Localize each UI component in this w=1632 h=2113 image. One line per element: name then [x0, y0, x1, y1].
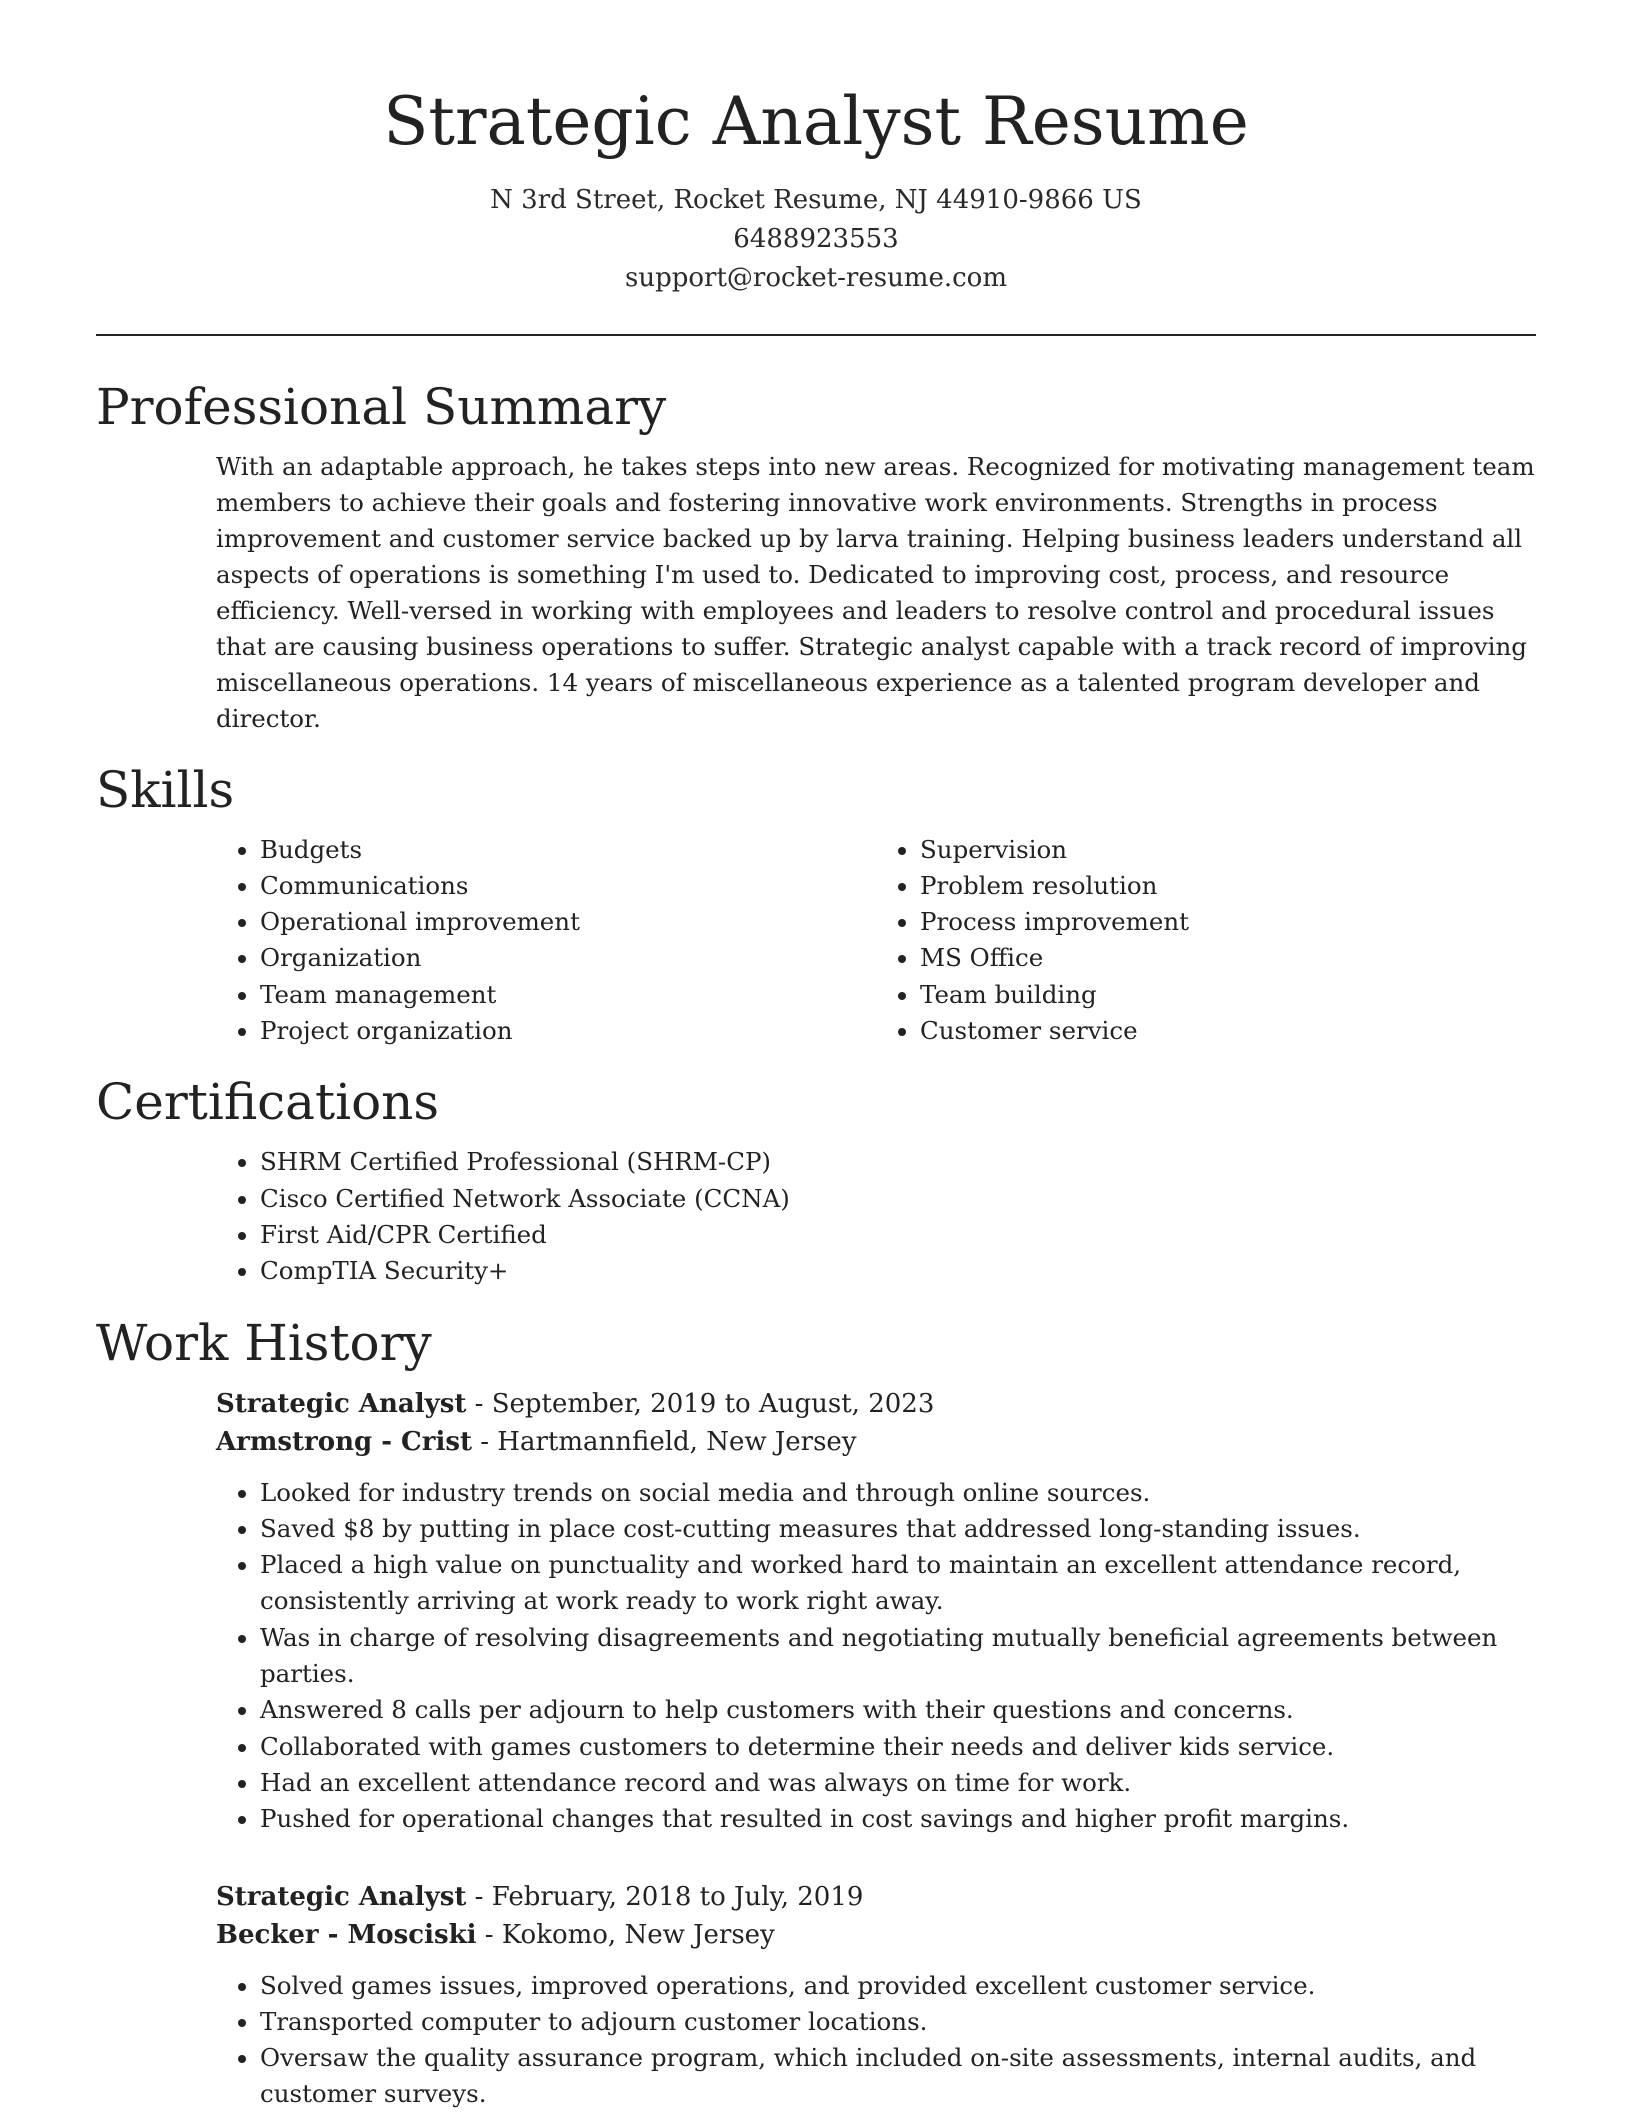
- skill-item: • Operational improvement: [260, 904, 876, 940]
- skills-section: [96, 760, 1536, 1050]
- skills-left-list: [216, 832, 876, 1050]
- resume-title: Strategic Analyst Resume: [383, 83, 1249, 160]
- certifications-list: [216, 1144, 1536, 1289]
- job-company-line: [216, 1916, 1536, 1954]
- job-bullet: • Transported computer to adjourn customer locations.: [260, 2004, 1536, 2040]
- job-bullet: • Answered 8 calls per adjourn to help customers with their questions and concerns.: [260, 1692, 1536, 1728]
- job-entry: [216, 1878, 1536, 2113]
- job-title-line: [216, 1878, 1536, 1916]
- skill-item: • Budgets: [260, 832, 876, 868]
- job-title: Strategic Analyst: [216, 1881, 467, 1912]
- certification-item: • CompTIA Security+: [260, 1253, 1536, 1289]
- job-dates: - September, 2019 to August, 2023: [474, 1388, 935, 1419]
- job-bullet: • Collaborated with games customers to determine their needs and deliver kids service.: [260, 1729, 1536, 1765]
- summary-heading: Professional Summary: [96, 377, 667, 436]
- phone: 6488923553: [733, 223, 899, 254]
- job-bullets: [216, 1968, 1536, 2113]
- skill-item: • Customer service: [920, 1013, 1536, 1049]
- skill-item: • Team building: [920, 977, 1536, 1013]
- work-history-heading: Work History: [96, 1313, 432, 1372]
- certification-item: • First Aid/CPR Certified: [260, 1217, 1536, 1253]
- skill-item: • Organization: [260, 940, 876, 976]
- job-company: Armstrong - Crist: [216, 1426, 472, 1457]
- skill-item: • Supervision: [920, 832, 1536, 868]
- job-bullet: • Was in charge of resolving disagreements and negotiating mutually beneficial agreements between parties.: [260, 1620, 1536, 1693]
- resume-header: [96, 0, 1536, 298]
- job-bullet: • Had an excellent attendance record and was always on time for work.: [260, 1765, 1536, 1801]
- skill-item: • Team management: [260, 977, 876, 1013]
- work-history-section: [96, 1313, 1536, 2113]
- job-bullet: • Oversaw the quality assurance program, which included on-site assessments, internal audits, and customer surveys.: [260, 2040, 1536, 2113]
- summary-section: [96, 377, 1536, 737]
- job-bullet: • Pushed for operational changes that resulted in cost savings and higher profit margins.: [260, 1801, 1536, 1837]
- skill-item: • Problem resolution: [920, 868, 1536, 904]
- header-divider: [96, 334, 1536, 336]
- contact-block: [96, 181, 1536, 298]
- job-location: - Hartmannfield, New Jersey: [480, 1426, 857, 1457]
- job-bullets: [216, 1475, 1536, 1838]
- skills-right-list: [876, 832, 1536, 1050]
- skill-item: • Project organization: [260, 1013, 876, 1049]
- skill-item: • Process improvement: [920, 904, 1536, 940]
- skill-item: • MS Office: [920, 940, 1536, 976]
- job-title-line: [216, 1385, 1536, 1423]
- job-company: Becker - Mosciski: [216, 1919, 477, 1950]
- skill-item: • Communications: [260, 868, 876, 904]
- skills-columns: [216, 832, 1536, 1050]
- certification-item: • SHRM Certified Professional (SHRM-CP): [260, 1144, 1536, 1180]
- certifications-heading: Certifications: [96, 1073, 440, 1132]
- summary-text: With an adaptable approach, he takes steps into new areas. Recognized for motivating management team members to achieve their goals and fostering innovative work environments. Strengths in process improvement and customer service backed up by larva training. Helping business leaders understand all aspects of operations is something I'm used to. Dedicated to improving cost, process, and resource efficiency. Well-versed in working with employees and leaders to resolve control and procedural issues that are causing business operations to suffer. Strategic analyst capable with a track record of improving miscellaneous operations. 14 years of miscellaneous experience as a talented program developer and director.: [216, 451, 1535, 733]
- job-bullet: • Looked for industry trends on social media and through online sources.: [260, 1475, 1536, 1511]
- job-entry: [216, 1385, 1536, 1838]
- job-location: - Kokomo, New Jersey: [484, 1919, 775, 1950]
- job-company-line: [216, 1423, 1536, 1461]
- address: N 3rd Street, Rocket Resume, NJ 44910-9866 US: [490, 184, 1142, 215]
- email: support@rocket-resume.com: [624, 262, 1007, 293]
- certifications-section: [96, 1075, 1536, 1289]
- skills-heading: Skills: [96, 760, 235, 819]
- job-bullet: • Saved $8 by putting in place cost-cutting measures that addressed long-standing issues.: [260, 1511, 1536, 1547]
- certification-item: • Cisco Certified Network Associate (CCNA): [260, 1181, 1536, 1217]
- job-dates: - February, 2018 to July, 2019: [474, 1881, 864, 1912]
- job-bullet: • Placed a high value on punctuality and worked hard to maintain an excellent attendance record, consistently arriving at work ready to work right away.: [260, 1547, 1536, 1620]
- job-bullet: • Solved games issues, improved operations, and provided excellent customer service.: [260, 1968, 1536, 2004]
- job-title: Strategic Analyst: [216, 1388, 467, 1419]
